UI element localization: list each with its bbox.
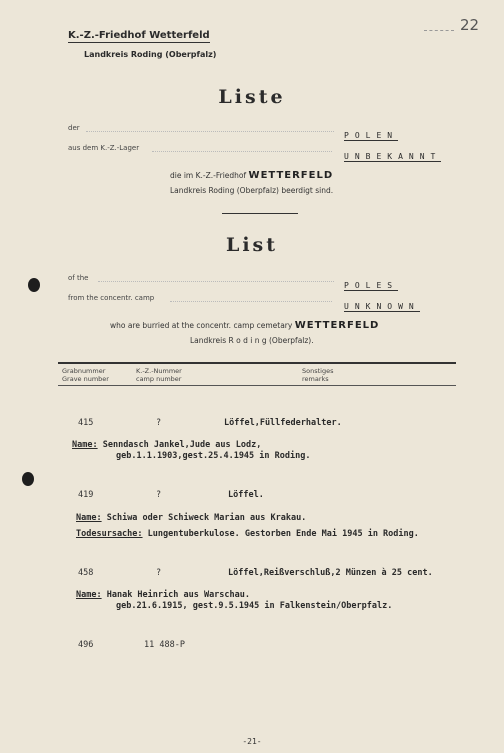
english-camp-value: UNKNOWN bbox=[344, 302, 420, 311]
entry-4-grave: 496 bbox=[78, 640, 94, 650]
german-label-from-camp: aus dem K.-Z.-Lager bbox=[68, 144, 140, 152]
entry-2-cause-line bbox=[76, 529, 419, 539]
german-dotted-line-2 bbox=[152, 151, 332, 152]
entry-2-cause-label: Todesursache: bbox=[76, 529, 143, 539]
cemetery-title: K.-Z.-Friedhof Wetterfeld bbox=[68, 30, 210, 41]
entry-1-name-text: Senndasch Jankel,Jude aus Lodz, bbox=[102, 440, 262, 450]
english-nationality-value: POLES bbox=[344, 281, 399, 290]
entry-1-name-label: Name: bbox=[72, 440, 98, 450]
section-separator bbox=[222, 213, 298, 214]
english-dotted-line-1 bbox=[98, 281, 334, 282]
entry-2-name-label: Name: bbox=[76, 513, 102, 523]
german-title: Liste bbox=[218, 86, 286, 108]
english-district-line: Landkreis R o d i n g (Oberpfalz). bbox=[190, 336, 314, 345]
german-line1-prefix: die im K.-Z.-Friedhof bbox=[170, 171, 247, 180]
col-camp-header-en: camp number bbox=[136, 375, 182, 383]
entry-1-grave: 415 bbox=[78, 418, 94, 428]
entry-3-camp: ? bbox=[156, 568, 162, 578]
entry-3-grave: 458 bbox=[78, 568, 94, 578]
col-camp-header-de: K.-Z.-Nummer bbox=[136, 367, 182, 375]
entry-2-effects: Löffel. bbox=[228, 490, 264, 500]
entry-1-effects: Löffel,Füllfederhalter. bbox=[224, 418, 342, 428]
entry-2-name-line bbox=[76, 513, 306, 523]
english-label-of: of the bbox=[68, 274, 89, 282]
english-cemetery-line bbox=[110, 320, 379, 331]
english-line1-bold: WETTERFELD bbox=[294, 320, 380, 331]
german-camp-value: UNBEKANNT bbox=[344, 152, 442, 161]
punch-hole-top bbox=[28, 278, 40, 292]
entry-2-name-text: Schiwa oder Schiweck Marian aus Krakau. bbox=[106, 513, 307, 523]
corner-dash-mark bbox=[424, 30, 454, 31]
english-label-from-camp: from the concentr. camp bbox=[68, 294, 155, 302]
german-line1-bold: WETTERFELD bbox=[248, 170, 334, 181]
punch-hole-bottom bbox=[22, 472, 34, 486]
entry-2-camp: ? bbox=[156, 490, 162, 500]
german-cemetery-line bbox=[170, 170, 333, 181]
table-header-rule bbox=[58, 385, 456, 386]
german-dotted-line-1 bbox=[86, 131, 334, 132]
cemetery-district: Landkreis Roding (Oberpfalz) bbox=[84, 50, 217, 59]
col-grave-header-en: Grave number bbox=[62, 375, 109, 383]
entry-2-grave: 419 bbox=[78, 490, 94, 500]
german-label-der: der bbox=[68, 124, 80, 132]
col-remarks-header-en: remarks bbox=[302, 375, 329, 383]
col-grave-header-de: Grabnummer bbox=[62, 367, 106, 375]
entry-3-effects: Löffel,Reißverschluß,2 Münzen à 25 cent. bbox=[228, 568, 433, 578]
entry-4-camp: 11 488-P bbox=[144, 640, 185, 650]
col-remarks-header bbox=[302, 367, 333, 383]
col-camp-header bbox=[136, 367, 182, 383]
entry-1-camp: ? bbox=[156, 418, 162, 428]
entry-1-dates: geb.1.1.1903,gest.25.4.1945 in Roding. bbox=[116, 451, 311, 461]
german-district-line: Landkreis Roding (Oberpfalz) beerdigt sind. bbox=[170, 186, 334, 195]
page-number: 22 bbox=[460, 16, 480, 34]
col-remarks-header-de: Sonstiges bbox=[302, 367, 334, 375]
english-line1-prefix: who are burried at the concentr. camp cemetary bbox=[110, 321, 293, 330]
page-footer-number: -21- bbox=[242, 737, 262, 746]
entry-3-name-text: Hanak Heinrich aus Warschau. bbox=[106, 590, 251, 600]
entry-3-name-line bbox=[76, 590, 250, 600]
table-top-rule bbox=[58, 362, 456, 364]
entry-3-dates: geb.21.6.1915, gest.9.5.1945 in Falkenstein/Oberpfalz. bbox=[116, 601, 393, 611]
entry-1-name-line bbox=[72, 440, 261, 450]
german-nationality-value: POLEN bbox=[344, 131, 399, 140]
col-grave-header bbox=[62, 367, 109, 383]
entry-2-cause-text: Lungentuberkulose. Gestorben Ende Mai 1945 in Roding. bbox=[147, 529, 419, 539]
entry-3-name-label: Name: bbox=[76, 590, 102, 600]
english-title: List bbox=[225, 234, 279, 256]
english-dotted-line-2 bbox=[170, 301, 332, 302]
